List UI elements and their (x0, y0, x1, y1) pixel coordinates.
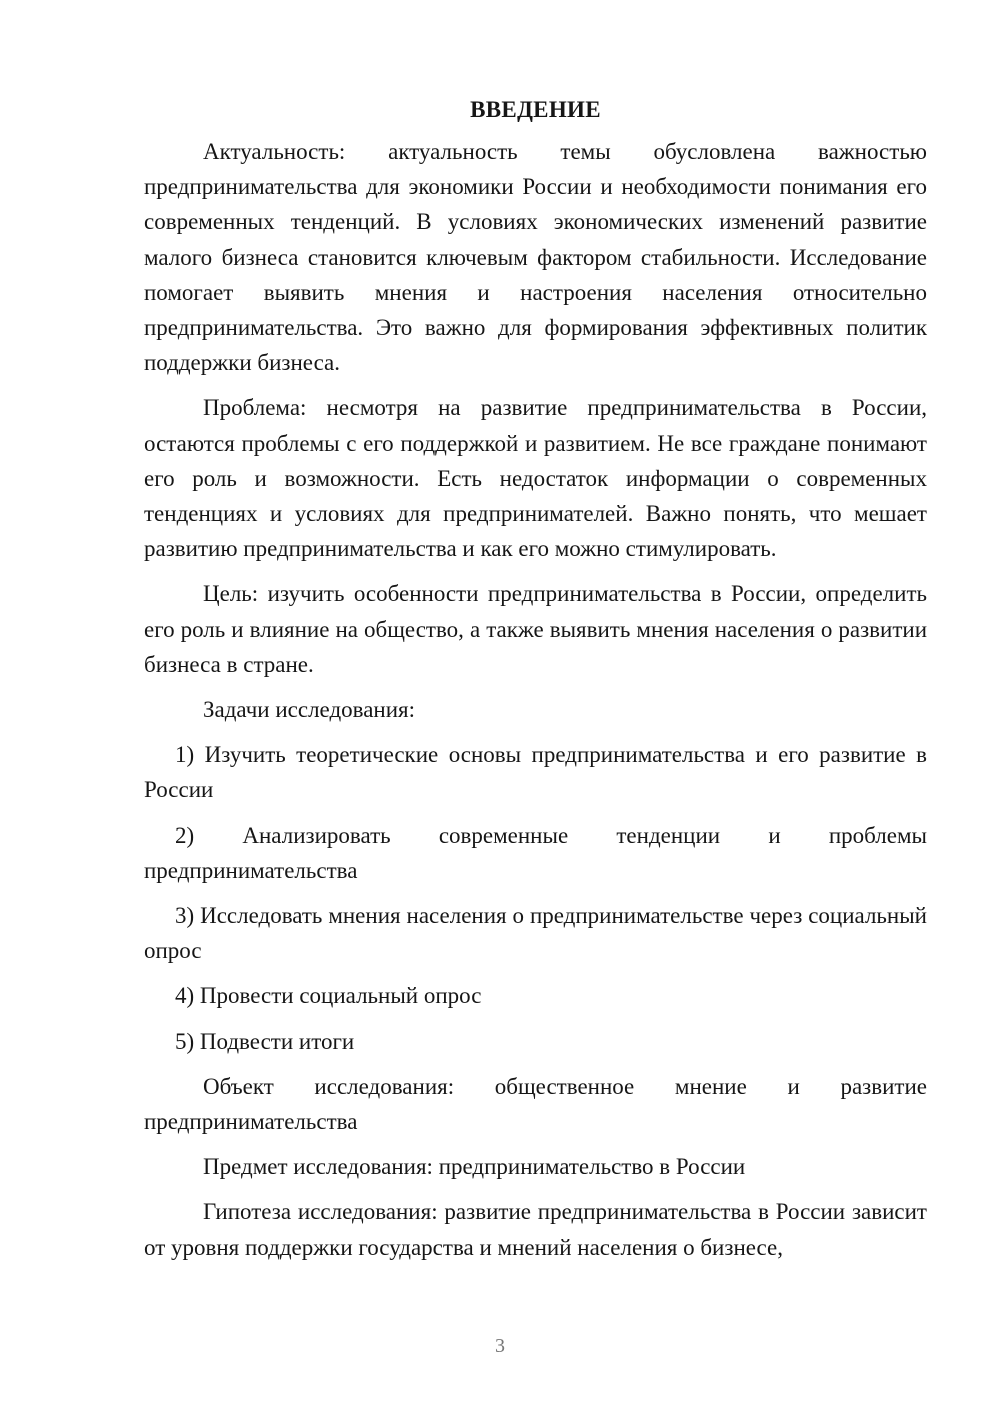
task-item-1: 1) Изучить теоретические основы предпринимательства и его развитие в России (144, 742, 927, 803)
paragraph-subject: Предмет исследования: предпринимательство в России (203, 1154, 746, 1180)
task-item-5: 5) Подвести итоги (175, 1028, 355, 1054)
page-number: 3 (495, 1335, 505, 1357)
task-item-3: 3) Исследовать мнения населения о предпринимательстве через социальный опрос (144, 903, 927, 964)
page-content (144, 92, 927, 1275)
task-item-4: 4) Провести социальный опрос (175, 983, 482, 1009)
paragraph-object: Объект исследования: общественное мнение и развитие предпринимательства (144, 1073, 927, 1135)
paragraph-hypothesis: Гипотеза исследования: развитие предпринимательства в России зависит от уровня поддержки государства и мнений населения о бизнесе, (144, 1199, 927, 1260)
tasks-heading: Задачи исследования: (203, 697, 416, 723)
paragraph-relevance: Актуальность: актуальность темы обусловлена важностью предпринимательства для экономики России и необходимости понимания его современных тенденций. В условиях экономических изменений развитие малого бизнеса становится ключевым фактором стабильности. Исследование помогает выявить мнения и настроения населения относительно предпринимательства. Это важно для формирования эффективных политик поддержки бизнеса. (144, 139, 927, 376)
paragraph-problem: Проблема: несмотря на развитие предпринимательства в России, остаются проблемы с его поддержкой и развитием. Не все граждане понимают его роль и возможности. Есть недостаток информации о современных тенденциях и условиях для предпринимателей. Важно понять, что мешает развитию предпринимательства и как его можно стимулировать. (144, 395, 927, 562)
task-item-2: 2) Анализировать современные тенденции и проблемы предпринимательства (144, 822, 927, 883)
section-title: ВВЕДЕНИЕ (470, 97, 601, 122)
paragraph-goal: Цель: изучить особенности предпринимательства в России, определить его роль и влияние на общество, а также выявить мнения населения о развитии бизнеса в стране. (144, 581, 927, 677)
